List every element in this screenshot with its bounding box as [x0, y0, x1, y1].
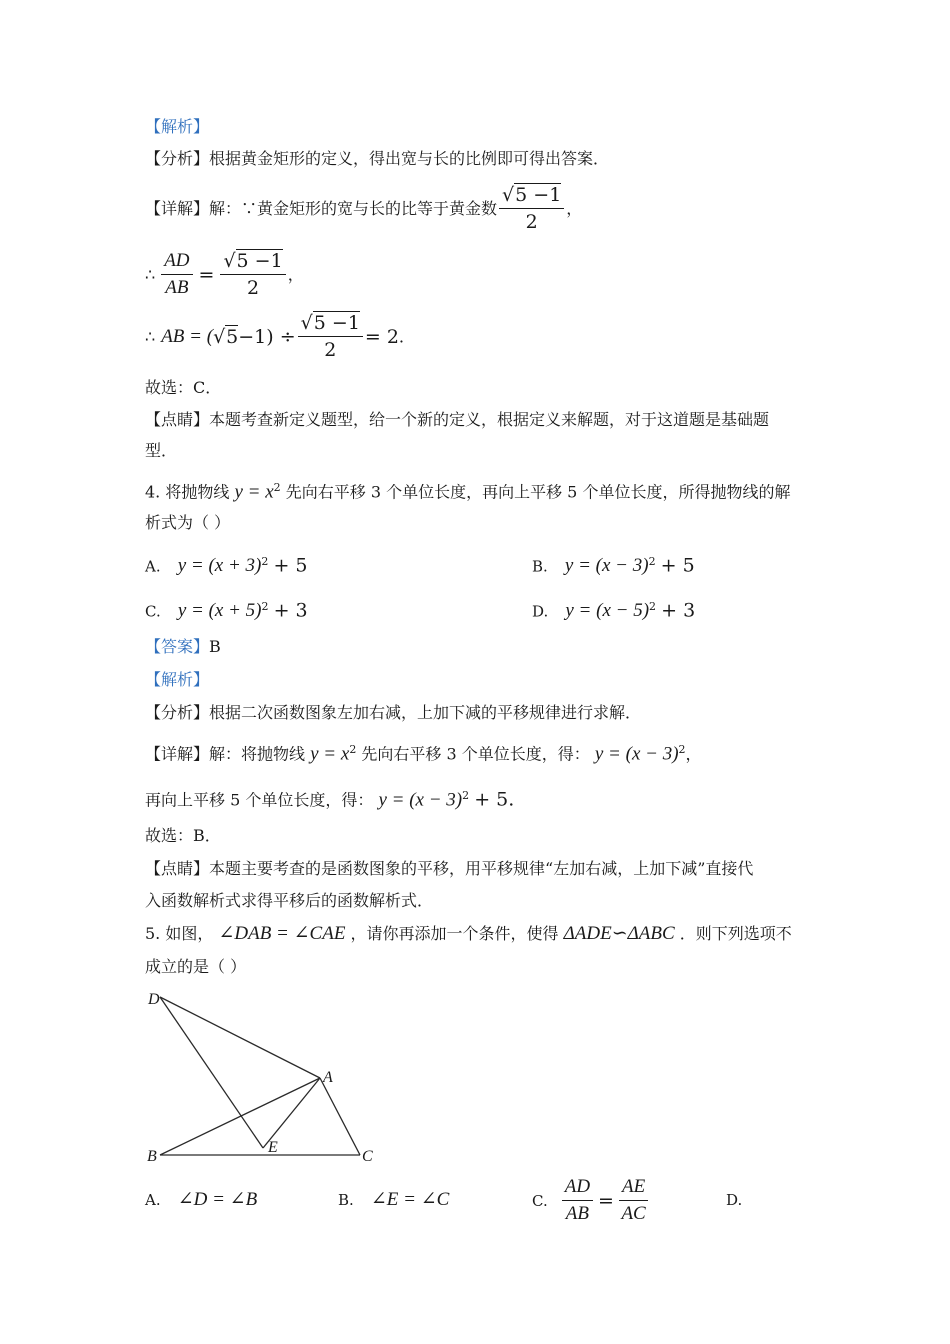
eq2-right: = 2	[364, 325, 399, 348]
label-c: C	[362, 1148, 373, 1165]
q5-option-b-label: B.	[338, 1191, 354, 1209]
q4-line2-tail: + 5.	[474, 788, 515, 811]
q5-c-ae: AE	[619, 1176, 648, 1201]
q4-xiangjie-expr: y = (x − 3)	[594, 743, 679, 765]
dianjing-tag: 【点睛】	[145, 410, 210, 429]
therefore-symbol-2: ∴	[145, 326, 156, 346]
q5-option-b-expr: ∠E = ∠C	[370, 1189, 450, 1210]
ad-over-ab	[161, 250, 192, 299]
equals: =	[198, 263, 215, 286]
q5-similar: ΔADE∽ΔABC	[563, 923, 675, 944]
q4-fenxi-tag: 【分析】	[145, 703, 210, 722]
segment-ea	[263, 1078, 320, 1148]
q5-c-ad: AD	[562, 1176, 593, 1201]
q4-dianjing-line-1	[145, 859, 753, 879]
q4-option-a-expr: y = (x + 3)	[177, 555, 262, 577]
q4-option-a-label: A.	[145, 557, 161, 576]
q4-xiangjie-line	[145, 740, 702, 764]
q4-line2-sup: 2	[462, 789, 470, 802]
dianjing-text-1: 本题考查新定义题型，给一个新的定义，根据定义来解题，对于这道题是基础题	[209, 410, 770, 429]
q5-geometry-figure	[140, 985, 390, 1170]
q5-c-ab: AB	[565, 1203, 589, 1224]
q4-stem-line-1	[145, 478, 790, 502]
q4-option-d-tail: + 3	[661, 599, 696, 622]
q4-option-d-sup: 2	[649, 600, 657, 613]
ab-text: AB	[165, 277, 189, 298]
q5-option-c[interactable]	[532, 1176, 650, 1225]
q4-line2	[145, 786, 514, 810]
q4-answer-tag: 【答案】	[145, 637, 210, 656]
q4-xiangjie-sup: 2	[349, 743, 357, 756]
q5-c-ac: AC	[621, 1203, 646, 1224]
golden-den: 2	[525, 211, 538, 233]
q4-option-b-sup: 2	[648, 555, 656, 568]
period: ．	[398, 326, 415, 346]
q4-fenxi-line	[145, 703, 641, 723]
label-e: E	[268, 1139, 278, 1156]
golden-ratio-fraction-3: $\frac{√5 -1}{2}$	[298, 312, 363, 361]
label-b: B	[147, 1148, 157, 1165]
q4-option-c-expr: y = (x + 5)	[177, 600, 262, 622]
jiexi-heading: 【解析】	[145, 117, 210, 136]
q5-stem-c: ．则下列选项不	[679, 924, 792, 943]
q4-option-d-expr: y = (x − 5)	[565, 600, 650, 622]
q4-option-c-label: C.	[145, 602, 161, 621]
comma: ，	[566, 198, 583, 218]
q4-option-b-expr: y = (x − 3)	[564, 555, 649, 577]
q4-xiangjie-yx: y = x	[310, 743, 350, 765]
eq2-left: AB = (	[161, 325, 214, 347]
q5-option-c-frac-2	[619, 1176, 648, 1225]
q4-dianjing-tag: 【点睛】	[145, 859, 210, 878]
q4-line2-expr: y = (x − 3)	[378, 789, 463, 811]
q4-answer: B	[209, 637, 221, 656]
q5-option-a[interactable]	[145, 1190, 257, 1210]
ad-text: AD	[161, 250, 192, 275]
q4-option-b[interactable]	[532, 552, 695, 576]
q4-xiangjie-comma: ，	[685, 744, 702, 764]
q5-option-d-label: D.	[726, 1191, 743, 1209]
segment-de	[160, 997, 263, 1148]
q4-stem-b: 先向右平移 3 个单位长度，再向上平移 5 个单位长度，所得抛物线的解	[285, 482, 791, 502]
q4-option-d-label: D.	[532, 602, 549, 621]
golden-ratio-fraction: $\frac{√5 -1}{2}$	[499, 184, 564, 233]
q5-option-a-expr: ∠D = ∠B	[177, 1189, 258, 1210]
q4-option-a-sup: 2	[261, 555, 269, 568]
segment-ac	[320, 1078, 360, 1155]
q4-option-b-label: B.	[532, 557, 548, 576]
q5-option-b[interactable]	[338, 1190, 449, 1210]
q4-stem-a: 4. 将抛物线	[145, 482, 230, 502]
q5-stem-b: ，请你再添加一个条件，使得	[350, 924, 559, 943]
q5-option-a-label: A.	[145, 1191, 161, 1209]
golden-num: 5 −1	[515, 184, 562, 206]
segment-da	[160, 997, 320, 1078]
q5-stem-line-1	[145, 924, 792, 944]
dianjing-line-1	[145, 410, 769, 430]
q4-option-d[interactable]	[532, 597, 695, 621]
golden-num-3: 5 −1	[313, 312, 360, 334]
fenxi-line	[145, 149, 609, 169]
q4-option-a[interactable]	[145, 552, 308, 576]
golden-num-2: 5 −1	[236, 250, 283, 272]
segment-ba	[160, 1078, 320, 1155]
q4-sup: 2	[273, 481, 281, 494]
q5-angle-eq: ∠DAB = ∠CAE	[218, 923, 346, 944]
label-d: D	[148, 991, 160, 1008]
equation-line-2: ∴ AB = ( √5 −1) ÷ $\frac{√5 -1}{2}$ = 2 ．	[145, 312, 415, 361]
golden-den-2: 2	[247, 277, 260, 299]
q4-option-c-tail: + 3	[273, 599, 308, 622]
sqrt5: 5	[226, 325, 239, 348]
label-a: A	[323, 1069, 333, 1086]
xiangjie-line	[145, 184, 582, 233]
q4-option-c[interactable]	[145, 597, 308, 621]
eq2-mid: −1) ÷	[238, 325, 296, 348]
q4-stem-line-2: 析式为（ ）	[145, 513, 231, 532]
comma-2: ，	[287, 264, 304, 284]
q4-fenxi-text: 根据二次函数图象左加右减，上加下减的平移规律进行求解．	[209, 703, 642, 722]
q4-jiexi-heading: 【解析】	[145, 670, 210, 689]
q5-c-equals: =	[598, 1189, 614, 1212]
golden-ratio-fraction-2: $\frac{√5 -1}{2}$	[220, 250, 285, 299]
q5-stem-line-2: 成立的是（ ）	[145, 957, 247, 976]
xiangjie-text: 解：∵黄金矩形的宽与长的比等于黄金数	[209, 198, 498, 218]
dianjing-line-2: 型．	[145, 441, 178, 460]
guxuan-c: 故选：C．	[145, 378, 222, 397]
q4-option-b-tail: + 5	[660, 554, 695, 577]
xiangjie-tag: 【详解】	[145, 198, 210, 218]
q4-xiangjie-expr-sup: 2	[678, 743, 686, 756]
therefore-symbol: ∴	[145, 264, 156, 284]
q4-y-eq-x: y = x	[234, 481, 274, 503]
fenxi-tag: 【分析】	[145, 149, 210, 168]
equation-line-1	[145, 250, 304, 299]
q4-option-a-tail: + 5	[273, 554, 308, 577]
fenxi-text: 根据黄金矩形的定义，得出宽与长的比例即可得出答案．	[209, 149, 610, 168]
q4-xiangjie-b: 先向右平移 3 个单位长度，得：	[361, 744, 590, 764]
q4-xiangjie-a: 解：将抛物线	[209, 744, 306, 764]
q4-line2-a: 再向上平移 5 个单位长度，得：	[145, 790, 374, 810]
q4-dianjing-text-1: 本题主要考查的是函数图象的平移，用平移规律“左加右减，上加下减”直接代	[209, 859, 754, 878]
q5-option-c-frac-1	[562, 1176, 593, 1225]
q5-stem-a: 5. 如图，	[145, 924, 214, 943]
q5-option-d[interactable]	[726, 1190, 742, 1210]
golden-den-3: 2	[324, 339, 337, 361]
q4-answer-line	[145, 637, 221, 657]
q4-dianjing-line-2: 入函数解析式求得平移后的函数解析式．	[145, 891, 434, 910]
q5-option-c-label: C.	[532, 1191, 548, 1210]
q4-xiangjie-tag: 【详解】	[145, 744, 210, 764]
q4-guxuan: 故选：B．	[145, 826, 221, 845]
q4-option-c-sup: 2	[261, 600, 269, 613]
